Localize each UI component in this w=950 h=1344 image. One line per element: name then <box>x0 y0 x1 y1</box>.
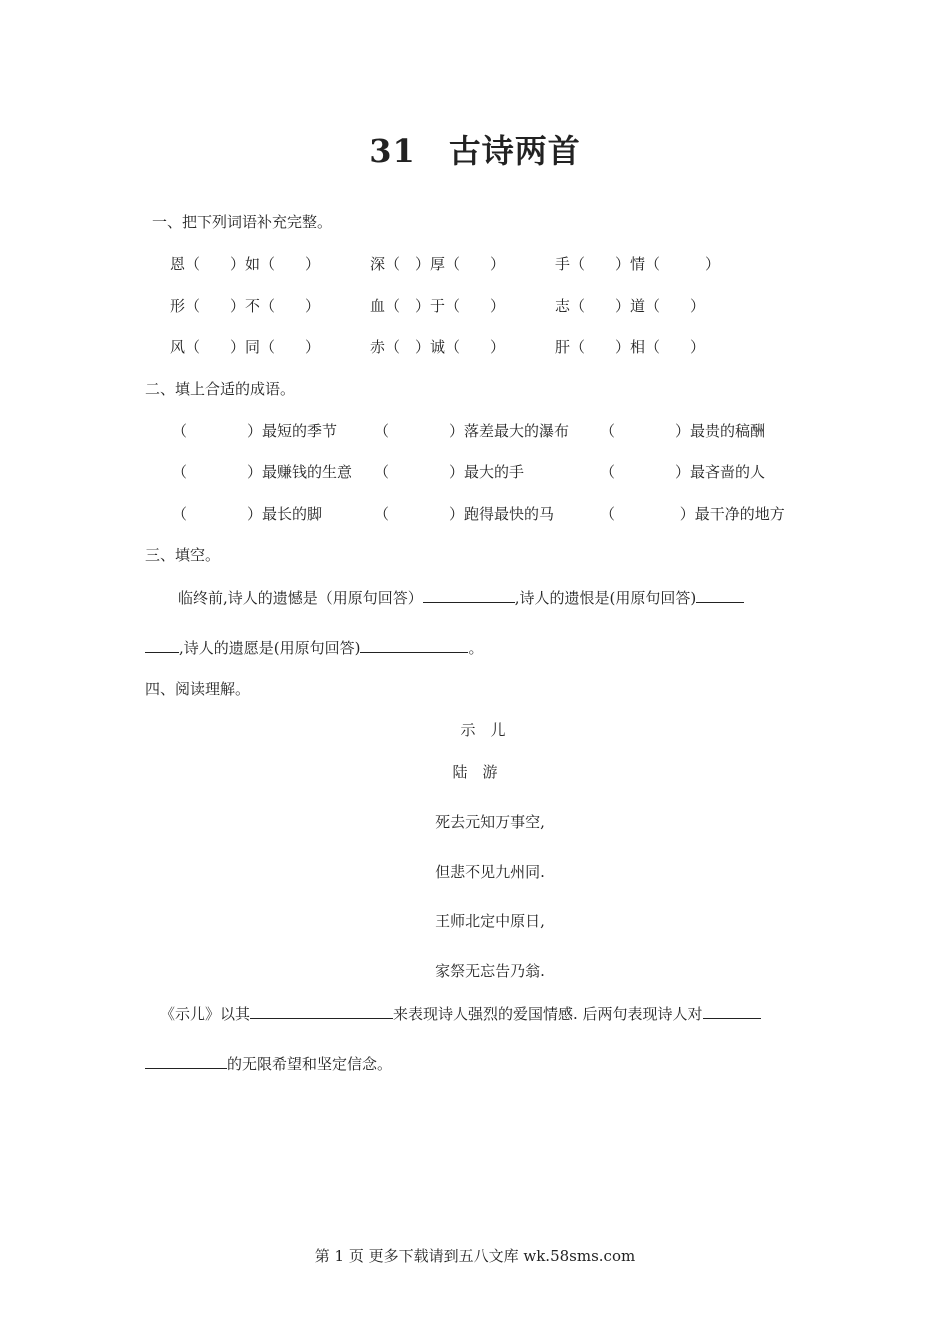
fill-text: ,诗人的遗愿是(用原句回答) <box>179 639 361 657</box>
idiom-fill-item: （ ）最干净的地方 <box>600 505 785 523</box>
fill-text: 。 <box>468 639 484 657</box>
reading-question-line-1 <box>160 1003 761 1024</box>
poem-author: 陆 游 <box>452 763 498 781</box>
fill-blank-line-1 <box>178 587 744 608</box>
answer-blank <box>696 587 744 603</box>
section-2-heading: 二、填上合适的成语。 <box>145 380 296 398</box>
answer-blank <box>145 637 179 653</box>
idiom-fill-item: （ ）最吝啬的人 <box>600 463 766 481</box>
poem-line: 但悲不见九州同. <box>435 863 545 881</box>
idiom-fill-item: （ ）最赚钱的生意 <box>172 463 353 481</box>
word-fill-item: 志（ ）道（ ） <box>555 297 706 315</box>
word-fill-item: 风（ ）同（ ） <box>170 338 321 356</box>
question-text: 《示儿》以其 <box>160 1005 251 1023</box>
answer-blank <box>360 637 468 653</box>
answer-blank <box>250 1003 393 1019</box>
fill-text: 临终前,诗人的遗憾是（用原句回答） <box>178 589 423 607</box>
word-fill-item: 手（ ）情（ ） <box>555 255 721 273</box>
question-text: 来表现诗人强烈的爱国情感. 后两句表现诗人对 <box>393 1005 703 1023</box>
idiom-fill-item: （ ）最长的脚 <box>172 505 323 523</box>
idiom-fill-item: （ ）最贵的稿酬 <box>600 422 766 440</box>
word-fill-item: 肝（ ）相（ ） <box>555 338 706 356</box>
section-4-heading: 四、阅读理解。 <box>145 680 251 698</box>
word-fill-item: 恩（ ）如（ ） <box>170 255 321 273</box>
idiom-fill-item: （ ）最大的手 <box>374 463 525 481</box>
word-fill-item: 深（ ）厚（ ） <box>370 255 506 273</box>
word-fill-item: 血（ ）于（ ） <box>370 297 506 315</box>
answer-blank <box>703 1003 761 1019</box>
idiom-fill-item: （ ）最短的季节 <box>172 422 338 440</box>
reading-question-line-2 <box>145 1053 392 1074</box>
word-fill-item: 赤（ ）诚（ ） <box>370 338 506 356</box>
answer-blank <box>423 587 515 603</box>
answer-blank <box>145 1053 227 1069</box>
poem-line: 家祭无忘告乃翁. <box>435 962 545 980</box>
section-3-heading: 三、填空。 <box>145 546 221 564</box>
question-text: 的无限希望和坚定信念。 <box>227 1055 393 1073</box>
idiom-fill-item: （ ）落差最大的瀑布 <box>374 422 570 440</box>
page-title: 31 古诗两首 <box>369 132 581 170</box>
poem-line: 死去元知万事空, <box>435 813 545 831</box>
section-1-heading: 一、把下列词语补充完整。 <box>152 213 333 231</box>
page-footer: 第 1 页 更多下载请到五八文库 wk.58sms.com <box>314 1247 636 1265</box>
fill-blank-line-2 <box>145 637 484 658</box>
idiom-fill-item: （ ）跑得最快的马 <box>374 505 555 523</box>
poem-title: 示 儿 <box>460 721 506 739</box>
poem-line: 王师北定中原日, <box>435 912 545 930</box>
word-fill-item: 形（ ）不（ ） <box>170 297 321 315</box>
fill-text: ,诗人的遗恨是(用原句回答) <box>514 589 697 607</box>
